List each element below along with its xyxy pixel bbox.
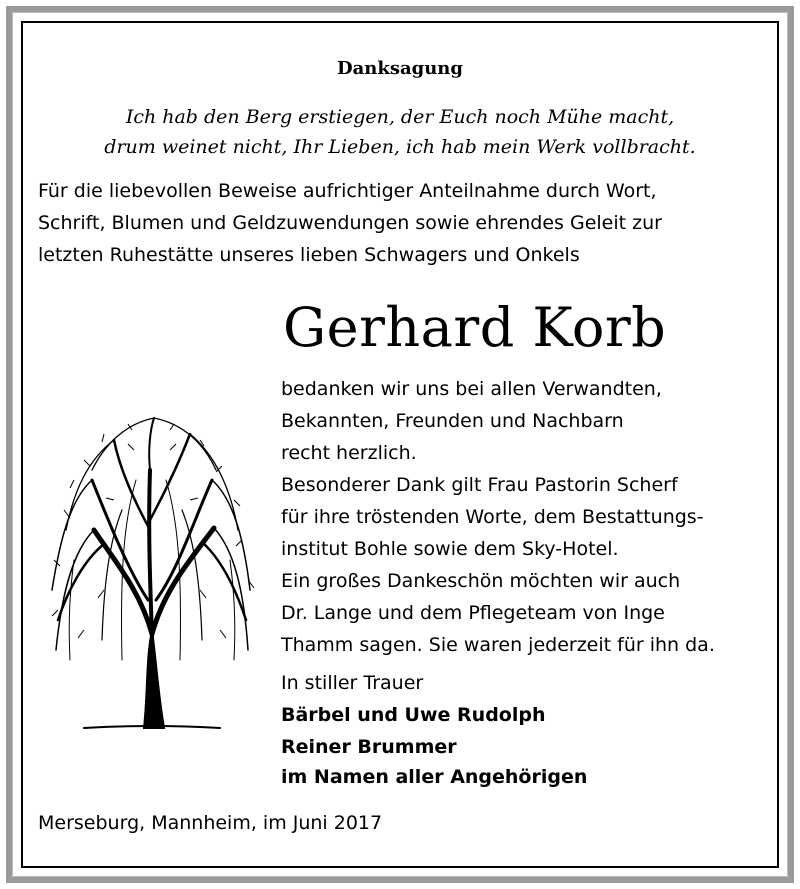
signatory-1: Bärbel und Uwe Rudolph	[281, 704, 546, 726]
mourning-label: In stiller Trauer	[281, 672, 424, 694]
thanks-line-4: Besonderer Dank gilt Frau Pastorin Scherf	[281, 474, 678, 496]
thanks-line-3: recht herzlich.	[281, 442, 417, 464]
intro-line-3: letzten Ruhestätte unseres lieben Schwagers und Onkels	[38, 244, 580, 266]
poem-line-2: drum weinet nicht, Ihr Lieben, ich hab mein Werk vollbracht.	[104, 136, 696, 158]
signatory-3: im Namen aller Angehörigen	[281, 766, 588, 788]
weeping-tree-icon	[44, 410, 260, 732]
signatory-2: Reiner Brummer	[281, 736, 457, 758]
thanks-line-2: Bekannten, Freunden und Nachbarn	[281, 410, 624, 432]
thanks-line-9: Thamm sagen. Sie waren jederzeit für ihn da.	[281, 634, 715, 656]
thanks-line-8: Dr. Lange und dem Pflegeteam von Inge	[281, 602, 665, 624]
thanks-line-6: institut Bohle sowie dem Sky-Hotel.	[281, 538, 619, 560]
place-date: Merseburg, Mannheim, im Juni 2017	[38, 812, 383, 834]
intro-line-2: Schrift, Blumen und Geldzuwendungen sowie ehrendes Geleit zur	[38, 212, 662, 234]
thanks-line-7: Ein großes Dankeschön möchten wir auch	[281, 570, 681, 592]
thanks-line-1: bedanken wir uns bei allen Verwandten,	[281, 378, 662, 400]
thanks-line-5: für ihre tröstenden Worte, dem Bestattungs-	[281, 506, 704, 528]
poem-line-1: Ich hab den Berg erstiegen, der Euch noch Mühe macht,	[125, 106, 675, 128]
intro-line-1: Für die liebevollen Beweise aufrichtiger Anteilnahme durch Wort,	[38, 180, 657, 202]
notice-heading: Danksagung	[337, 58, 463, 79]
deceased-name: Gerhard Korb	[283, 296, 667, 359]
